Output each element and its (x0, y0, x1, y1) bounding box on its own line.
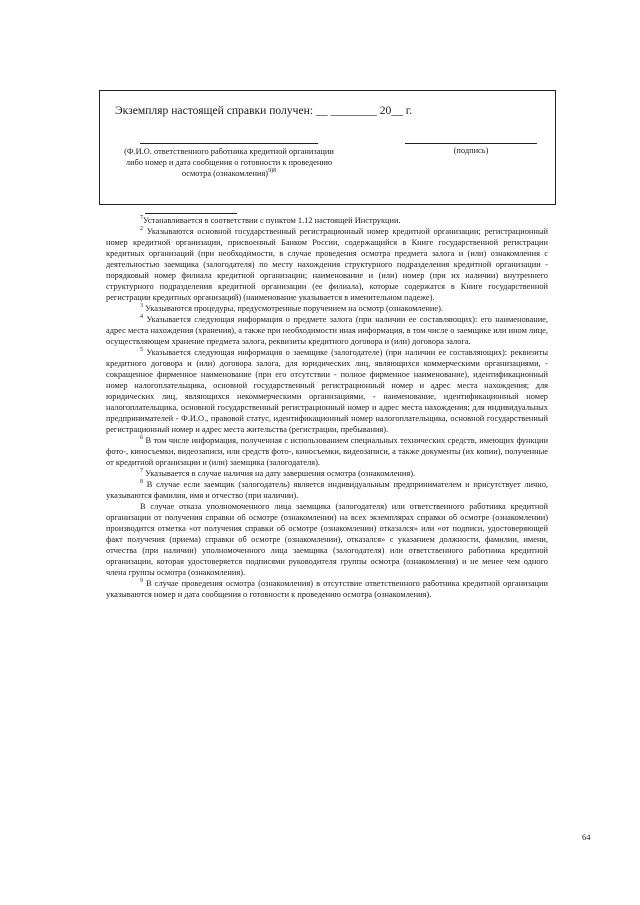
footnote-8 (106, 479, 548, 501)
footnote-9 (106, 578, 548, 600)
fio-signature-line (140, 143, 318, 144)
footnote-text: Указываются процедуры, предусмотренные поручением на осмотр (ознакомление). (145, 304, 443, 313)
footnote-mark: 3 (140, 303, 143, 310)
footnote-text: В случае отказа уполномоченного лица заемщика (залогодателя) или ответственного работника кредитной организации от получения справки об осмотре (ознакомлении) на всех экземплярах справки об осмотре (ознакомлении) производится отметка «от получения справки об осмотре (ознакомлении) отказался» или «от подписи, удостоверяющей факт получения (приема) справки об осмотре (ознакомлении), отказался» с указанием должности, фамилии, имени, отчества (при наличии) уполномоченного лица заемщика (залогодателя) или ответственного работника кредитной организации, которая удостоверяется подписями руководителя группы осмотра (ознакомления) и не менее чем одного члена группы осмотра (ознакомления). (106, 502, 548, 577)
footnote-5 (106, 347, 548, 435)
footnote-text: В том числе информация, полученная с использованием специальных технических средств, имеющих функции фото-, киносъемки, видеозаписи, или средств фото-, киносъемки, видеозаписи, а также документы (их копии), полученные от кредитной организации и (или) заемщика (залогодателя). (106, 436, 548, 467)
footnote-mark: 5 (140, 347, 143, 354)
footnote-text: Указываются основной государственный регистрационный номер кредитной организации; регистрационный номер кредитной организации, присвоенный Банком России, содержащийся в Книге государственной регистрации кредитных организаций (при необходимости, в случае проведения осмотра предмета залога и (или) ознакомления с деятельностью заемщика (залогодателя) по месту нахождения структурного подразделения кредитной организации - порядковый номер филиала кредитной организации; наименование и (или) номер (при их наличии) внутреннего структурного подразделения кредитной организации (ее филиала), которые содержатся в Книге государственной регистрации кредитных организаций) (наименование указывается в именительном падеже). (106, 227, 548, 302)
footnote-mark: 2 (140, 226, 143, 233)
footnote-separator (145, 213, 237, 214)
receipt-line: Экземпляр настоящей справки получен: __ ________ 20__ г. (115, 104, 413, 117)
receipt-box (99, 90, 556, 205)
footnotes (106, 215, 548, 600)
footnote-4 (106, 314, 548, 347)
footnote-6 (106, 435, 548, 468)
footnote-text: Устанавливается в соответствии с пунктом 1.12 настоящей Инструкции. (143, 216, 401, 225)
fio-caption-marks: 9)8 (268, 168, 277, 175)
fio-caption (122, 146, 336, 179)
signature-caption: (подпись) (453, 146, 489, 155)
signature-line (405, 143, 537, 144)
footnote-2 (106, 226, 548, 303)
footnote-mark: 7 (140, 468, 143, 475)
fio-caption-text: (Ф.И.О. ответственного работника кредитной организации либо номер и дата сообщения о готовности к проведению осмотра (ознакомления) (124, 147, 334, 178)
footnote-mark: 9 (140, 578, 143, 585)
footnote-mark: 8 (140, 479, 143, 486)
footnote-text: Указывается следующая информация о заемщике (залогодателе) (при наличии ее составляющих): реквизиты кредитного договора и (или) договора залога, для юридических лиц, являющихся коммерческими организациями, - сокращенное фирменное наименование (при его отсутствии - полное фирменное наименование), идентификационный номер налогоплательщика, основной государственный регистрационный номер и адрес места нахождения; для юридических лиц, являющихся некоммерческими организациями, - наименование, идентификационный номер налогоплательщика, основной государственный регистрационный номер и адрес места нахождения; для индивидуальных предпринимателей - Ф.И.О., правовой статус, идентификационный номер налогоплательщика, основной государственный регистрационный номер и адрес места жительства (регистрации, пребывания). (106, 348, 549, 434)
footnote-text: Указывается в случае наличия на дату завершения осмотра (ознакомления). (145, 469, 416, 478)
page-number: 64 (582, 832, 591, 842)
footnote-text: Указывается следующая информация о предмете залога (при наличии ее составляющих): его наименование, адрес места нахождения (хранения), а также при необходимости иная информация, в том числе о заемщике или ином лице, осуществляющем хранение предмета залога, реквизиты кредитного договора и (или) договора залога. (106, 315, 548, 346)
footnote-mark: 7 (140, 215, 143, 222)
footnote-text: В случае проведения осмотра (ознакомления) в отсутствие ответственного работника кредитной организации указываются номер и дата сообщения о готовности к проведению осмотра (ознакомления). (106, 579, 548, 599)
footnote-1 (106, 215, 548, 226)
footnote-mark: 4 (140, 314, 143, 321)
footnote-mark: 6 (140, 435, 143, 442)
footnote-text: В случае если заемщик (залогодатель) является индивидуальным предпринимателем и присутствует лично, указываются фамилия, имя и отчество (при наличии). (106, 480, 548, 500)
footnote-7 (106, 468, 548, 479)
footnote-3 (106, 303, 548, 314)
footnote-8-continued (106, 501, 548, 578)
